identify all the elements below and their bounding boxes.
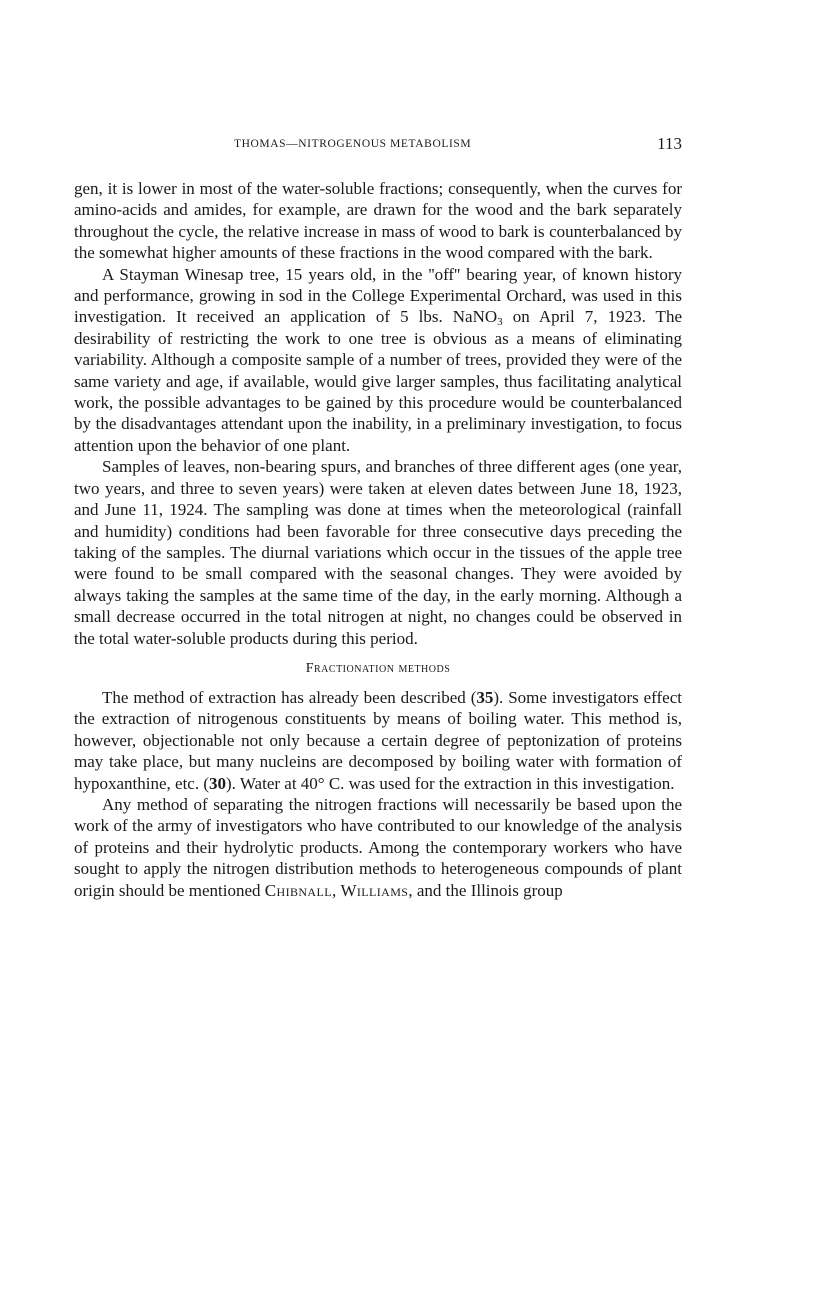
paragraph-text: Any method of separating the nitrogen fractions will necessarily be based upon the work of the army of investigators who have contributed to our knowledge of the analysis of proteins and their hydrolytic products. Among the contemporary workers who have sought to apply the nitrogen distribution methods to heterogeneous compounds of plant origin should be mentioned [74,794,682,900]
chemical-subscript: 3 [497,316,503,329]
body-text [74,178,682,901]
paragraph-tree-description [74,264,682,457]
paragraph-text: , and the Illinois group [408,880,563,900]
paragraph-fractionation [74,794,682,901]
paragraph-text: on April 7, 1923. The desirability of restricting the work to one tree is obvious as a means of eliminating variability. Although a composite sample of a number of trees, provided they were of the same variety and age, if available, would give larger samples, thus facilitating analytical work, the possible advantages to be gained by this procedure would be counterbalanced by the disadvantages attendant upon the inability, in a preliminary investigation, to focus attention upon the behavior of one plant. [74,307,682,455]
paragraph-text: , [331,880,341,900]
author-name: Chibnall [264,880,332,900]
paragraph-text: ). Some investigators effect the extraction of nitrogenous constituents by means of boiling water. This method is, however, objectionable not only because a certain degree of peptonization of proteins may take place, but many nucleins are decomposed by boiling water with formation of hypoxanthine, etc. ( [74,687,682,793]
paragraph-extraction [74,687,682,794]
paragraph-text: gen, it is lower in most of the water-soluble fractions; consequently, when the curves for amino-acids and amides, for example, are drawn for the wood and the bark separately throughout the cycle, the relative increase in mass of wood to bark is counterbalanced by the somewhat higher amounts of these fractions in the wood compared with the bark. [74,179,682,263]
author-name: Williams [340,880,409,900]
running-head [74,128,682,158]
running-title: THOMAS—NITROGENOUS METABOLISM [234,138,472,150]
paragraph-text: A Stayman Winesap tree, 15 years old, in the ''off'' bearing year, of known history and performance, growing in sod in the College Experimental Orchard, was used in this investigation. It received an application of 5 lbs. NaNO [74,264,682,327]
citation-reference: 30 [209,773,227,793]
paragraph-continuation [74,178,682,264]
section-heading: Fractionation methods [305,660,451,676]
citation-reference: 35 [476,687,494,707]
page-number: 113 [657,134,682,153]
paragraph-text: The method of extraction has already been described ( [102,687,477,707]
journal-page [74,128,682,901]
paragraph-text: ). Water at 40° C. was used for the extraction in this investigation. [226,773,675,793]
paragraph-text: Samples of leaves, non-bearing spurs, and branches of three different ages (one year, two years, and three to seven years) were taken at eleven dates between June 18, 1923, and June 11, 1924. The sampling was done at times when the meteorological (rainfall and humidity) conditions had been favorable for three consecutive days preceding the taking of the samples. The diurnal variations which occur in the tissues of the apple tree were found to be small compared with the seasonal changes. They were avoided by always taking the samples at the same time of the day, in the early morning. Although a small decrease occurred in the total nitrogen at night, no changes could be observed in the total water-soluble products during this period. [74,457,682,648]
paragraph-sampling [74,456,682,649]
